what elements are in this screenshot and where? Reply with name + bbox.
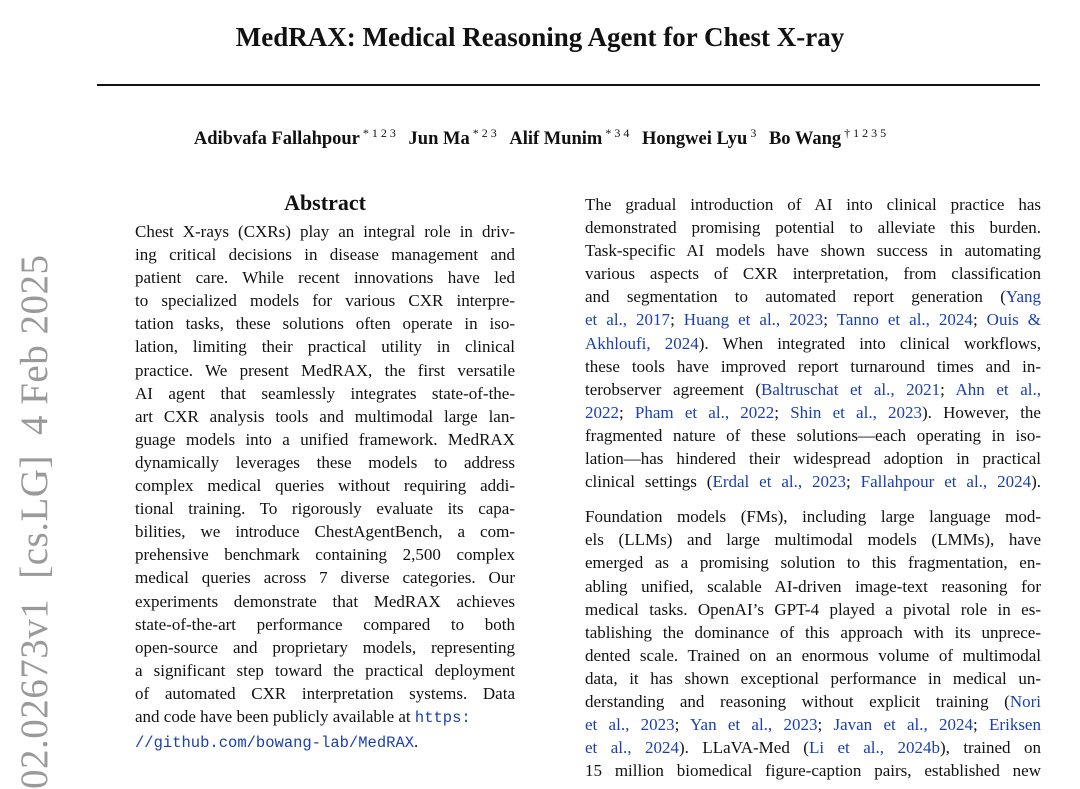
citation-link[interactable]: Nori bbox=[1009, 691, 1041, 711]
citation-link[interactable]: Pham et al., 2022 bbox=[634, 402, 775, 422]
code-url-link[interactable]: https: bbox=[414, 708, 471, 727]
text-line: 15 million biomedical figure-caption pairs, established new bbox=[585, 761, 1041, 781]
author: Jun Ma $^{* 2 3}$ bbox=[408, 126, 497, 149]
arxiv-id: 02.02673v1 bbox=[13, 598, 56, 789]
text-line: Akhloufi, 2024). When integrated into clinical workflows, bbox=[585, 333, 1041, 353]
text-line: derstanding and reasoning without explicit training (Nori bbox=[585, 691, 1041, 711]
abstract-body bbox=[135, 220, 515, 755]
citation-link[interactable]: 2022 bbox=[585, 402, 619, 422]
text-line: tional training. To rigorously evaluate its capa- bbox=[135, 499, 515, 519]
text-line: clinical settings (Erdal et al., 2023; Fallahpour et al., 2024). bbox=[585, 472, 1041, 492]
author: Adibvafa Fallahpour $^{* 1 2 3}$ bbox=[193, 126, 396, 149]
citation-link[interactable]: Shin et al., 2023 bbox=[790, 402, 923, 422]
title-rule bbox=[97, 84, 1040, 86]
text-line: complex medical queries without requiring addi- bbox=[135, 476, 515, 496]
citation-link[interactable]: Yang bbox=[1005, 287, 1041, 307]
text-line: lation—has hindered their widespread adoption in practical bbox=[585, 449, 1041, 469]
abstract-section bbox=[135, 190, 515, 755]
text-line: guage models into a unified framework. MedRAX bbox=[135, 429, 515, 449]
citation-link[interactable]: et al., 2024 bbox=[585, 738, 679, 758]
paper-title: MedRAX: Medical Reasoning Agent for Chest X-ray bbox=[235, 22, 845, 52]
text-line: Task-specific AI models have shown success in automating bbox=[585, 241, 1041, 261]
code-url-link[interactable]: //github.com/bowang-lab/MedRAX bbox=[135, 734, 415, 753]
intro-paragraph-1 bbox=[585, 193, 1041, 493]
text-line: 2022; Pham et al., 2022; Shin et al., 2023). However, the bbox=[585, 402, 1041, 422]
text-line: terobserver agreement (Baltruschat et al., 2021; Ahn et al., bbox=[585, 379, 1041, 399]
text-line: AI agent that seamlessly integrates state-of-the- bbox=[135, 383, 515, 403]
arxiv-stamp bbox=[12, 235, 57, 789]
text-line: medical tasks. OpenAI’s GPT-4 played a pivotal role in es- bbox=[585, 599, 1041, 619]
author-list bbox=[0, 126, 1080, 150]
text-line: The gradual introduction of AI into clinical practice has bbox=[585, 195, 1041, 214]
paragraph-gap bbox=[585, 493, 1041, 505]
citation-link[interactable]: Tanno et al., 2024 bbox=[836, 310, 973, 330]
text-line: et al., 2024). LLaVA-Med (Li et al., 2024b), trained on bbox=[585, 738, 1041, 758]
text-line: prehensive benchmark containing 2,500 complex bbox=[135, 545, 515, 565]
text-line: medical queries across 7 diverse categories. Our bbox=[135, 568, 515, 588]
author: Bo Wang $^{\dagger 1 2 3 5}$ bbox=[768, 126, 887, 149]
citation-link[interactable]: Ahn et al., bbox=[955, 379, 1041, 399]
intro-paragraph-2 bbox=[585, 505, 1041, 782]
arxiv-date: 4 Feb 2025 bbox=[13, 254, 56, 436]
text-line: and code have been publicly available at https: bbox=[135, 706, 471, 727]
introduction-section bbox=[585, 193, 1041, 782]
text-line: of automated CXR interpretation systems. Data bbox=[135, 683, 515, 703]
text-line: practice. We present MedRAX, the first versatile bbox=[135, 360, 515, 380]
text-line: dynamically leverages these models to address bbox=[135, 452, 515, 472]
text-line: abling unified, scalable AI-driven image-text reasoning for bbox=[585, 576, 1041, 596]
arxiv-category: [cs.LG] bbox=[13, 455, 56, 579]
text-line: various aspects of CXR interpretation, from classification bbox=[585, 264, 1041, 284]
text-line: open-source and proprietary models, representing bbox=[135, 637, 515, 657]
citation-link[interactable]: Li et al., 2024b bbox=[808, 738, 940, 758]
text-line: et al., 2023; Yan et al., 2023; Javan et al., 2024; Eriksen bbox=[585, 715, 1041, 735]
text-line: Foundation models (FMs), including large language mod- bbox=[585, 507, 1041, 527]
text-line: a significant step toward the practical deployment bbox=[135, 660, 515, 680]
citation-link[interactable]: Ouis & bbox=[986, 310, 1042, 330]
text-line: demonstrated promising potential to alleviate this burden. bbox=[585, 218, 1041, 238]
text-line: these tools have improved report turnaround times and in- bbox=[585, 356, 1041, 376]
text-line: patient care. While recent innovations have led bbox=[135, 268, 515, 288]
text-line: bilities, we introduce ChestAgentBench, a com- bbox=[135, 522, 515, 542]
text-line: Chest X-rays (CXRs) play an integral role in driv- bbox=[135, 222, 515, 241]
text-line: tablishing the dominance of this approach with its unprece- bbox=[585, 622, 1041, 642]
text-line: ing critical decisions in disease management and bbox=[135, 245, 515, 265]
text-line: fragmented nature of these solutions—each operating in iso- bbox=[585, 425, 1041, 445]
text-line: art CXR analysis tools and multimodal large lan- bbox=[135, 406, 515, 426]
citation-link[interactable]: Eriksen bbox=[989, 715, 1041, 735]
text-line: to specialized models for various CXR interpre- bbox=[135, 291, 515, 311]
citation-link[interactable]: Javan et al., 2024 bbox=[833, 715, 974, 735]
citation-link[interactable]: Akhloufi, 2024 bbox=[585, 333, 699, 353]
text-line: lation, limiting their practical utility in clinical bbox=[135, 337, 515, 357]
text-line: els (LLMs) and large multimodal models (LMMs), have bbox=[585, 530, 1041, 550]
citation-link[interactable]: Erdal et al., 2023 bbox=[712, 472, 847, 492]
text-line: dented scale. Trained on an enormous volume of multimodal bbox=[585, 645, 1041, 665]
author: Alif Munim $^{* 3 4}$ bbox=[509, 126, 630, 149]
text-line: tation tasks, these solutions often operate in iso- bbox=[135, 314, 515, 334]
text-line: and segmentation to automated report generation (Yang bbox=[585, 287, 1041, 307]
text-line: experiments demonstrate that MedRAX achieves bbox=[135, 591, 515, 611]
citation-link[interactable]: et al., 2017 bbox=[585, 310, 671, 330]
citation-link[interactable]: Huang et al., 2023 bbox=[683, 310, 824, 330]
text-line: data, it has shown exceptional performance in medical un- bbox=[585, 668, 1041, 688]
author: Hongwei Lyu $^3$ bbox=[641, 126, 757, 149]
text-line: state-of-the-art performance compared to both bbox=[135, 614, 515, 634]
citation-link[interactable]: et al., 2023 bbox=[585, 715, 675, 735]
citation-link[interactable]: Baltruschat et al., 2021 bbox=[761, 379, 941, 399]
text-line: //github.com/bowang-lab/MedRAX. bbox=[135, 732, 419, 753]
citation-link[interactable]: Yan et al., 2023 bbox=[689, 715, 818, 735]
text-line: et al., 2017; Huang et al., 2023; Tanno et al., 2024; Ouis & bbox=[585, 310, 1042, 330]
abstract-heading: Abstract bbox=[284, 190, 366, 215]
citation-link[interactable]: Fallahpour et al., 2024 bbox=[860, 472, 1032, 492]
text-line: emerged as a promising solution to this fragmentation, en- bbox=[585, 553, 1041, 573]
